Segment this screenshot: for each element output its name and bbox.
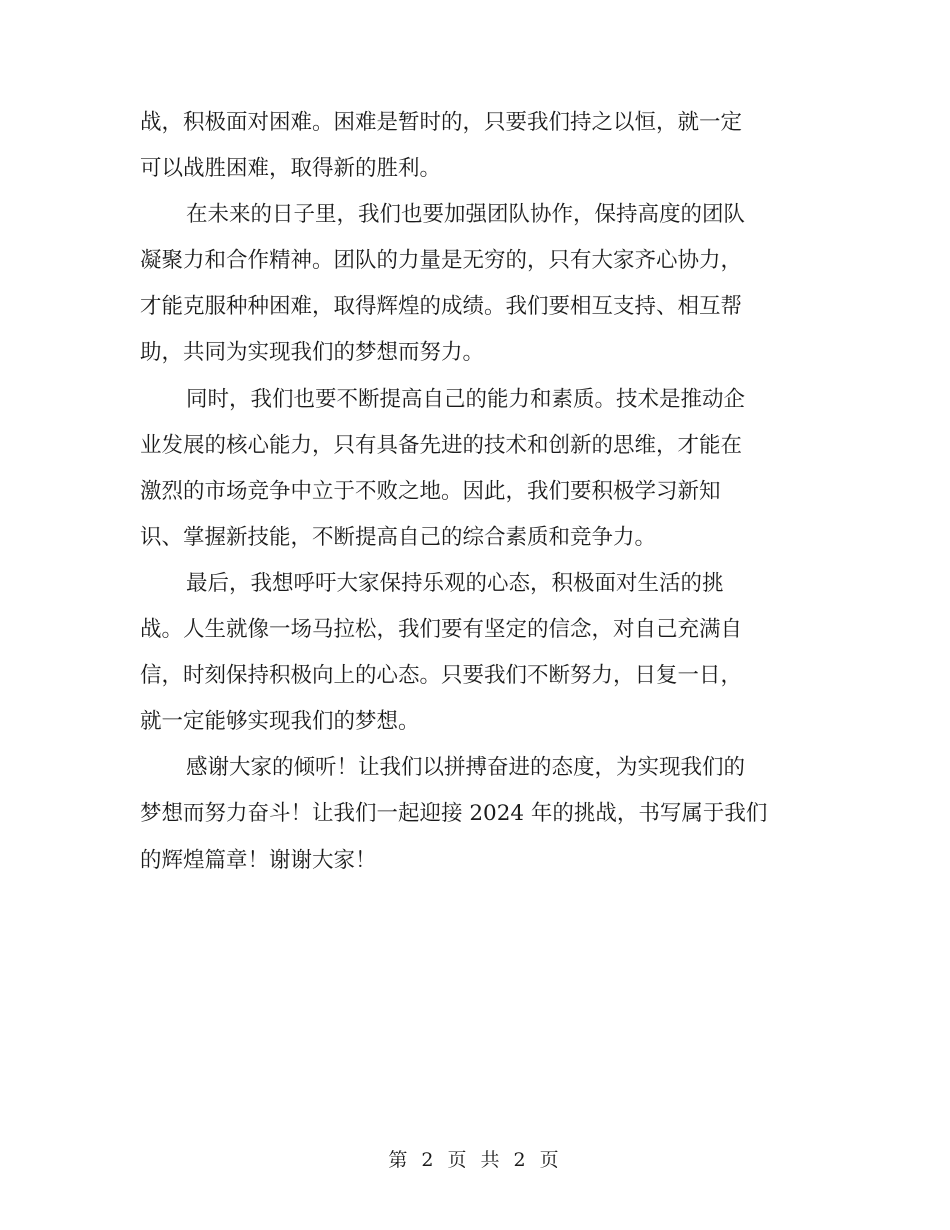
text-line: 战，积极面对困难。困难是暂时的，只要我们持之以恒，就一定 bbox=[140, 110, 743, 135]
paragraph bbox=[140, 561, 830, 745]
text-line: 助，共同为实现我们的梦想而努力。 bbox=[140, 340, 485, 366]
paragraph bbox=[140, 377, 830, 561]
text-line: 识、掌握新技能，不断提高自己的综合素质和竞争力。 bbox=[140, 524, 657, 550]
page-number-footer: 第 2 页 共 2 页 bbox=[388, 1149, 562, 1171]
paragraph bbox=[140, 192, 830, 376]
text-line: 最后，我想呼吁大家保持乐观的心态，积极面对生活的挑 bbox=[186, 570, 724, 596]
text-line: 的辉煌篇章！谢谢大家！ bbox=[140, 847, 377, 873]
text-line: 凝聚力和合作精神。团队的力量是无穷的，只有大家齐心协力， bbox=[140, 248, 743, 274]
text-line: 梦想而努力奋斗！让我们一起迎接 2024 年的挑战，书写属于我们 bbox=[140, 801, 768, 827]
text-line: 激烈的市场竞争中立于不败之地。因此，我们要积极学习新知 bbox=[140, 478, 721, 504]
text-line: 战。人生就像一场马拉松，我们要有坚定的信念，对自己充满自 bbox=[140, 617, 743, 643]
paragraph bbox=[140, 100, 830, 192]
text-line: 同时，我们也要不断提高自己的能力和素质。技术是推动企 bbox=[186, 386, 746, 412]
text-line: 在未来的日子里，我们也要加强团队协作，保持高度的团队 bbox=[186, 202, 746, 228]
paragraph bbox=[140, 745, 830, 883]
text-line: 感谢大家的倾听！让我们以拼搏奋进的态度，为实现我们的 bbox=[186, 755, 746, 781]
text-line: 信，时刻保持积极向上的心态。只要我们不断努力，日复一日， bbox=[140, 663, 743, 689]
text-line: 就一定能够实现我们的梦想。 bbox=[140, 709, 420, 735]
text-line: 业发展的核心能力，只有具备先进的技术和创新的思维，才能在 bbox=[140, 432, 743, 458]
text-line: 可以战胜困难，取得新的胜利。 bbox=[140, 156, 442, 182]
document-body bbox=[140, 100, 830, 884]
text-line: 才能克服种种困难，取得辉煌的成绩。我们要相互支持、相互帮 bbox=[140, 294, 743, 320]
